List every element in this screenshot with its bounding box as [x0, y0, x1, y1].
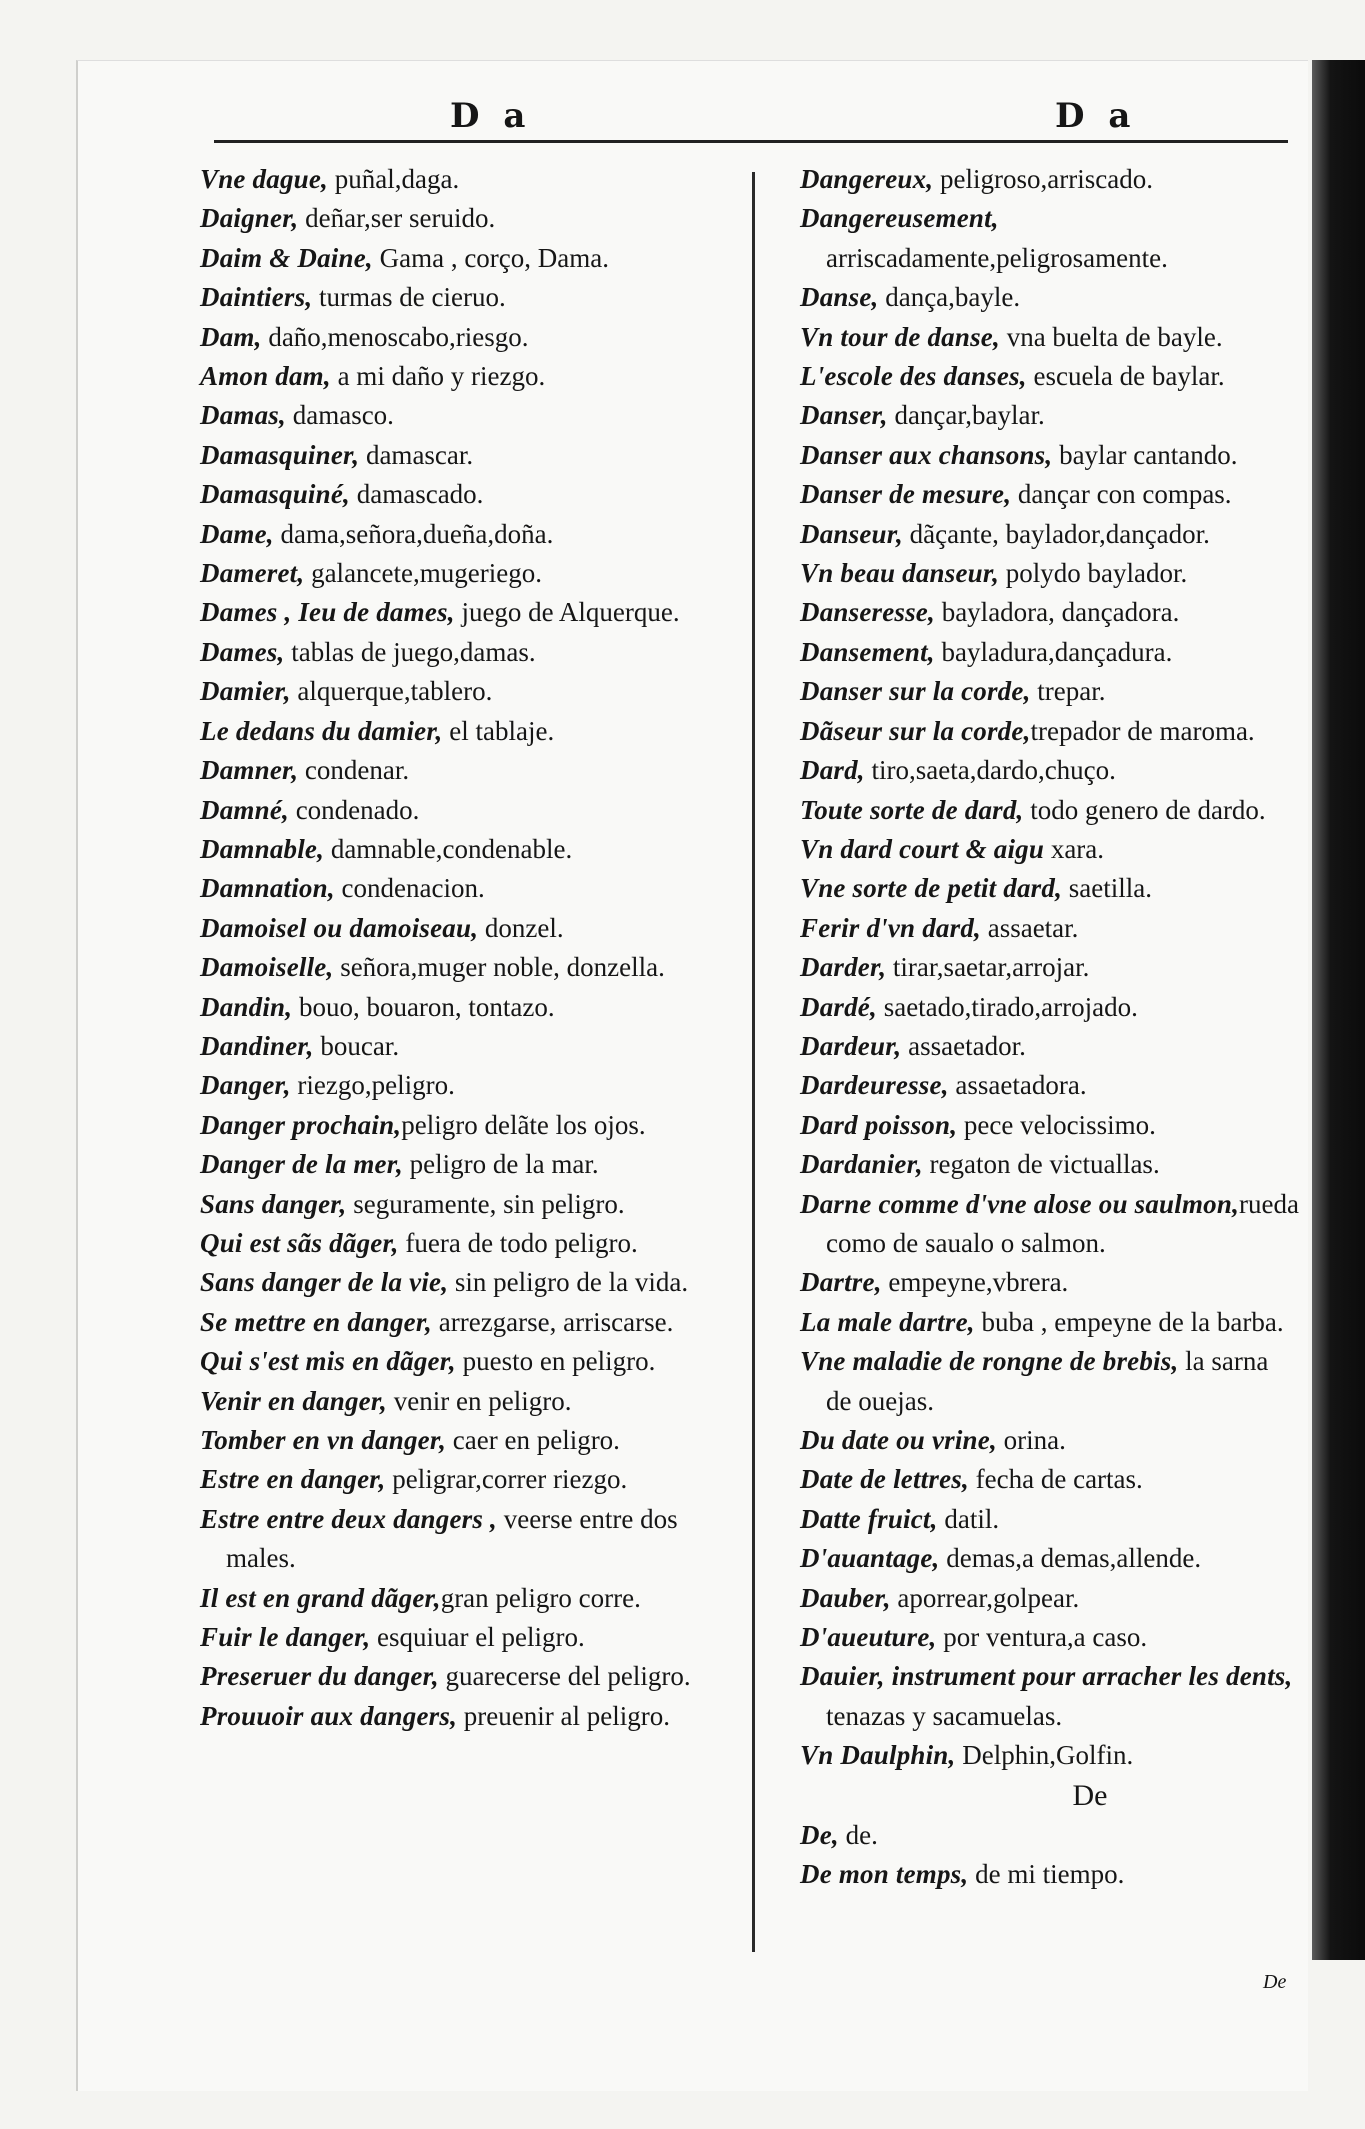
- dictionary-entry: [200, 515, 745, 554]
- dictionary-entry: [200, 357, 745, 396]
- dictionary-entry: [800, 751, 1300, 790]
- dictionary-entry: [200, 1145, 745, 1184]
- dictionary-entry: [200, 436, 745, 475]
- entry-headword: Sans danger,: [200, 1188, 347, 1219]
- entry-translation: riezgo,peligro.: [290, 1070, 455, 1101]
- entry-headword: Estre en danger,: [200, 1464, 386, 1495]
- entry-headword: Damasquiner,: [200, 439, 360, 470]
- dictionary-entry: [200, 160, 745, 199]
- dictionary-entry: [200, 1500, 745, 1579]
- entry-translation: señora,muger noble, donzella.: [333, 952, 665, 983]
- entry-headword: Daim & Daine,: [200, 242, 373, 273]
- dictionary-entry: [200, 712, 745, 751]
- entry-translation: condenado.: [288, 794, 420, 825]
- running-head-right: D a: [1055, 96, 1137, 136]
- dictionary-entry: [200, 1066, 745, 1105]
- entry-headword: Dame,: [200, 518, 274, 549]
- entry-headword: Dames,: [200, 636, 285, 667]
- entry-translation: bayladura,dançadura.: [934, 636, 1173, 667]
- entry-translation: assaetador.: [901, 1030, 1026, 1061]
- dictionary-entry: [200, 791, 745, 830]
- entry-headword: Danseresse,: [800, 597, 935, 628]
- entry-translation: deñar,ser seruido.: [298, 203, 496, 234]
- entry-translation: condenar.: [298, 755, 410, 786]
- dictionary-entry: [200, 199, 745, 238]
- dictionary-entry: [200, 475, 745, 514]
- entry-translation: polydo baylador.: [999, 558, 1188, 589]
- dictionary-entry: [800, 712, 1300, 751]
- entry-translation: el tablaje.: [442, 715, 555, 746]
- entry-headword: Damnable,: [200, 833, 325, 864]
- entry-translation: tenazas y sacamuelas.: [826, 1700, 1063, 1731]
- entry-translation: assaetadora.: [948, 1070, 1087, 1101]
- entry-headword: Darne comme d'vne alose ou saulmon,: [800, 1188, 1240, 1219]
- entry-translation: de.: [838, 1819, 878, 1850]
- dictionary-entry: [800, 357, 1300, 396]
- entry-headword: D'auantage,: [800, 1543, 940, 1574]
- dictionary-entry: [800, 830, 1300, 869]
- entry-translation: tablas de juego,damas.: [284, 636, 536, 667]
- entry-translation: de mi tiempo.: [968, 1859, 1125, 1890]
- entry-headword: Dãseur sur la corde,: [800, 715, 1031, 746]
- running-head-left: D a: [450, 96, 532, 136]
- entry-headword: Qui est sãs dãger,: [200, 1227, 399, 1258]
- entry-headword: Dauier, instrument pour arracher les dents,: [800, 1661, 1293, 1692]
- entry-translation: Delphin,Golfin.: [955, 1740, 1134, 1771]
- entry-translation: trepar.: [1030, 676, 1106, 707]
- entry-headword: Toute sorte de dard,: [800, 794, 1024, 825]
- entry-translation: puesto en peligro.: [455, 1346, 656, 1377]
- dictionary-entry: [800, 475, 1300, 514]
- entry-headword: Damoiselle,: [200, 952, 334, 983]
- entry-headword: La male dartre,: [800, 1306, 975, 1337]
- dictionary-entry: [800, 278, 1300, 317]
- entry-translation: assaetar.: [980, 912, 1079, 943]
- entry-headword: Danger prochain,: [200, 1109, 402, 1140]
- dictionary-entry: [200, 1263, 745, 1302]
- entry-headword: Danger,: [200, 1070, 291, 1101]
- dictionary-entry: [200, 1342, 745, 1381]
- header-rule: [214, 140, 1288, 143]
- dictionary-entry: [800, 1500, 1300, 1539]
- entry-translation: escuela de baylar.: [1026, 361, 1225, 392]
- entry-headword: Du date ou vrine,: [800, 1425, 997, 1455]
- entry-headword: Qui s'est mis en dãger,: [200, 1346, 456, 1377]
- entry-translation: boucar.: [313, 1030, 400, 1061]
- dictionary-entry: [200, 1224, 745, 1263]
- dictionary-entry: [800, 1106, 1300, 1145]
- entry-headword: Amon dam,: [200, 361, 331, 392]
- entry-translation: damascar.: [359, 439, 474, 470]
- entry-headword: Vne maladie de rongne de brebis,: [800, 1346, 1179, 1377]
- dictionary-entry: [800, 1736, 1300, 1775]
- entry-translation: damasco.: [285, 400, 394, 431]
- entry-headword: Venir en danger,: [200, 1385, 387, 1416]
- entry-translation: peligroso,arriscado.: [933, 164, 1153, 194]
- entry-headword: Estre entre deux dangers ,: [200, 1503, 497, 1534]
- dictionary-entry: [800, 988, 1300, 1027]
- entry-translation: venir en peligro.: [387, 1385, 572, 1416]
- entry-headword: L'escole des danses,: [800, 361, 1027, 392]
- dictionary-entry: [800, 1579, 1300, 1618]
- entry-translation: sin peligro de la vida.: [448, 1267, 689, 1298]
- entry-translation: saetilla.: [1062, 873, 1153, 904]
- dictionary-entry: [800, 1618, 1300, 1657]
- entry-headword: Dames , Ieu de dames,: [200, 597, 455, 628]
- dictionary-entry: [200, 1106, 745, 1145]
- dictionary-entry: [200, 1697, 745, 1736]
- entry-headword: Dardeur,: [800, 1030, 902, 1061]
- entry-translation: buba , empeyne de la barba.: [974, 1306, 1284, 1337]
- entry-headword: Damas,: [200, 400, 286, 431]
- entry-headword: Damné,: [200, 794, 289, 825]
- entry-translation: orina.: [996, 1425, 1066, 1455]
- entry-headword: Danser aux chansons,: [800, 439, 1053, 470]
- dictionary-entry: [800, 869, 1300, 908]
- dictionary-entry: [200, 1185, 745, 1224]
- entry-translation: juego de Alquerque.: [454, 597, 680, 628]
- dictionary-entry: [200, 830, 745, 869]
- dictionary-entry: [800, 1342, 1300, 1421]
- dictionary-entry: [800, 1185, 1300, 1264]
- entry-translation: peligro de la mar.: [402, 1149, 599, 1180]
- entry-headword: Dardeuresse,: [800, 1070, 949, 1101]
- entry-translation: tirar,saetar,arrojar.: [886, 952, 1090, 983]
- dictionary-entry: [800, 909, 1300, 948]
- entry-headword: Danser,: [800, 400, 888, 431]
- entry-headword: Dardé,: [800, 991, 877, 1022]
- dictionary-entry: [200, 672, 745, 711]
- entry-headword: Tomber en vn danger,: [200, 1425, 447, 1455]
- entry-translation: regaton de victuallas.: [922, 1149, 1160, 1180]
- entry-translation: dançar con compas.: [1011, 479, 1232, 510]
- entry-headword: Dangereux,: [800, 164, 934, 194]
- dictionary-entry: [200, 1460, 745, 1499]
- dictionary-entry: [200, 1657, 745, 1696]
- dictionary-entry: [200, 948, 745, 987]
- entry-headword: Vne dague,: [200, 164, 329, 194]
- dictionary-entry: [800, 672, 1300, 711]
- entry-translation: peligrar,correr riezgo.: [385, 1464, 628, 1495]
- entry-translation: seguramente, sin peligro.: [346, 1188, 625, 1219]
- entry-headword: Dauber,: [800, 1582, 891, 1613]
- dictionary-entry: [200, 869, 745, 908]
- entry-headword: Daintiers,: [200, 282, 313, 313]
- entry-headword: Vn beau danseur,: [800, 558, 1000, 589]
- entry-translation: dançar,baylar.: [887, 400, 1045, 431]
- dictionary-entry: [200, 988, 745, 1027]
- entry-translation: damascado.: [349, 479, 484, 510]
- entry-translation: galancete,mugeriego.: [304, 558, 542, 589]
- catchword: De: [1263, 1971, 1287, 1993]
- entry-headword: Danseur,: [800, 518, 903, 549]
- dictionary-entry: [800, 1421, 1300, 1460]
- entry-headword: Damasquiné,: [200, 479, 350, 510]
- entry-translation: guarecerse del peligro.: [438, 1661, 691, 1692]
- entry-headword: Dandiner,: [200, 1030, 314, 1061]
- column-divider: [752, 172, 755, 1952]
- entry-translation: peligro delãte los ojos.: [401, 1109, 646, 1140]
- entry-translation: veerse entre dos males.: [226, 1503, 678, 1574]
- entry-translation: donzel.: [478, 912, 564, 943]
- entry-translation: la sarna de ouejas.: [826, 1346, 1269, 1416]
- dictionary-entry: [800, 1855, 1300, 1894]
- dictionary-entry: [800, 1303, 1300, 1342]
- entry-headword: Ferir d'vn dard,: [800, 912, 981, 943]
- entry-headword: Vn tour de danse,: [800, 321, 1000, 352]
- entry-translation: empeyne,vbrera.: [881, 1267, 1069, 1298]
- dictionary-entry: [800, 436, 1300, 475]
- dictionary-entry: [200, 1303, 745, 1342]
- dictionary-entry: [200, 1027, 745, 1066]
- entry-translation: bayladora, dançadora.: [934, 597, 1180, 628]
- entry-translation: dãçante, baylador,dançador.: [902, 518, 1210, 549]
- entry-headword: Datte fruict,: [800, 1503, 938, 1534]
- dictionary-entry: [800, 160, 1300, 199]
- entry-headword: Damner,: [200, 755, 299, 786]
- entry-translation: todo genero de dardo.: [1023, 794, 1266, 825]
- entry-translation: datil.: [937, 1503, 1000, 1534]
- dictionary-entry: [800, 1657, 1300, 1736]
- entry-translation: alquerque,tablero.: [290, 676, 493, 707]
- entry-headword: Danse,: [800, 282, 879, 313]
- entry-headword: Darder,: [800, 952, 887, 983]
- entry-headword: Danser sur la corde,: [800, 676, 1031, 707]
- entry-translation: arriscadamente,peligrosamente.: [826, 242, 1168, 273]
- entry-headword: Dard,: [800, 755, 865, 786]
- entry-headword: Vne sorte de petit dard,: [800, 873, 1063, 904]
- entry-translation: fuera de todo peligro.: [398, 1227, 638, 1258]
- entry-headword: Dard poisson,: [800, 1109, 958, 1140]
- entry-translation: bouo, bouaron, tontazo.: [292, 991, 555, 1022]
- entry-headword: Se mettre en danger,: [200, 1306, 432, 1337]
- dictionary-entry: [800, 1539, 1300, 1578]
- dictionary-entry: [800, 948, 1300, 987]
- dictionary-entry: [200, 1618, 745, 1657]
- entry-translation: puñal,daga.: [328, 164, 460, 194]
- dictionary-entry: [800, 1816, 1300, 1855]
- dictionary-entry: [800, 515, 1300, 554]
- entry-translation: xara.: [1044, 833, 1105, 864]
- left-column: [200, 160, 745, 1736]
- entry-headword: Sans danger de la vie,: [200, 1267, 449, 1298]
- entry-translation: daño,menoscabo,riesgo.: [261, 321, 529, 352]
- entry-translation: trepador de maroma.: [1030, 715, 1255, 746]
- dictionary-entry: [200, 909, 745, 948]
- entry-translation: pece velocissimo.: [957, 1109, 1156, 1140]
- entry-headword: D'aueuture,: [800, 1622, 937, 1653]
- dictionary-entry: [800, 318, 1300, 357]
- entry-headword: Damier,: [200, 676, 291, 707]
- dictionary-entry: [200, 1421, 745, 1460]
- entry-headword: Dardanier,: [800, 1149, 923, 1180]
- dictionary-entry: [800, 554, 1300, 593]
- entry-headword: Danser de mesure,: [800, 479, 1012, 510]
- entry-headword: Prouuoir aux dangers,: [200, 1700, 458, 1731]
- dictionary-entry: [800, 1066, 1300, 1105]
- entry-translation: tiro,saeta,dardo,chuço.: [864, 755, 1116, 786]
- dictionary-entry: [800, 633, 1300, 672]
- entry-headword: Dandin,: [200, 991, 293, 1022]
- dictionary-entry: [200, 239, 745, 278]
- section-subheading: De: [1072, 1778, 1108, 1812]
- entry-headword: Dartre,: [800, 1267, 882, 1298]
- entry-translation: preuenir al peligro.: [457, 1700, 670, 1731]
- dictionary-entry: [800, 593, 1300, 632]
- dictionary-entry: [200, 751, 745, 790]
- entry-headword: Preseruer du danger,: [200, 1661, 439, 1692]
- entry-translation: condenacion.: [334, 873, 485, 904]
- dictionary-entry: [200, 593, 745, 632]
- entry-headword: Fuir le danger,: [200, 1622, 371, 1653]
- entry-headword: Vn Daulphin,: [800, 1740, 956, 1771]
- entry-translation: damnable,condenable.: [324, 833, 573, 864]
- entry-translation: a mi daño y riezgo.: [330, 361, 546, 392]
- entry-translation: arrezgarse, arriscarse.: [432, 1306, 674, 1337]
- entry-translation: caer en peligro.: [446, 1425, 620, 1455]
- dictionary-entry: [200, 278, 745, 317]
- entry-headword: Damoisel ou damoiseau,: [200, 912, 479, 943]
- entry-headword: Le dedans du damier,: [200, 715, 443, 746]
- entry-translation: vna buelta de bayle.: [999, 321, 1223, 352]
- entry-headword: Dam,: [200, 321, 262, 352]
- entry-translation: fecha de cartas.: [968, 1464, 1143, 1495]
- entry-translation: Gama , corço, Dama.: [372, 242, 610, 273]
- dictionary-entry: [800, 199, 1300, 278]
- dictionary-entry: [800, 791, 1300, 830]
- dictionary-entry: [800, 396, 1300, 435]
- entry-translation: turmas de cieruo.: [312, 282, 506, 313]
- entry-headword: Date de lettres,: [800, 1464, 969, 1495]
- entry-headword: Il est en grand dãger,: [200, 1582, 441, 1613]
- dictionary-entry: [200, 1382, 745, 1421]
- entry-translation: dança,bayle.: [878, 282, 1021, 313]
- entry-headword: De mon temps,: [800, 1859, 969, 1890]
- entry-headword: Daigner,: [200, 203, 299, 234]
- dictionary-entry: [200, 554, 745, 593]
- entry-translation: gran peligro corre.: [440, 1582, 641, 1613]
- entry-translation: demas,a demas,allende.: [939, 1543, 1202, 1574]
- right-column: [800, 160, 1300, 1894]
- entry-translation: saetado,tirado,arrojado.: [876, 991, 1138, 1022]
- entry-headword: Danger de la mer,: [200, 1149, 403, 1180]
- dictionary-entry: [800, 1027, 1300, 1066]
- entry-translation: aporrear,golpear.: [890, 1582, 1080, 1613]
- page-edge-shadow: [1312, 60, 1365, 1960]
- entry-translation: esquiuar el peligro.: [370, 1622, 585, 1653]
- entry-translation: baylar cantando.: [1052, 439, 1238, 470]
- dictionary-entry: [200, 396, 745, 435]
- dictionary-entry: [800, 1145, 1300, 1184]
- entry-headword: Vn dard court & aigu: [800, 833, 1045, 864]
- dictionary-entry: [200, 1579, 745, 1618]
- entry-headword: De,: [800, 1819, 839, 1850]
- entry-translation: dama,señora,dueña,doña.: [273, 518, 554, 549]
- entry-headword: Dansement,: [800, 636, 935, 667]
- dictionary-entry: [800, 1460, 1300, 1499]
- dictionary-entry: [200, 633, 745, 672]
- entry-headword: Dameret,: [200, 558, 305, 589]
- dictionary-entry: [200, 318, 745, 357]
- entry-headword: Damnation,: [200, 873, 335, 904]
- entry-translation: rueda como de saualo o salmon.: [826, 1188, 1299, 1258]
- entry-translation: por ventura,a caso.: [936, 1622, 1148, 1653]
- dictionary-entry: [800, 1263, 1300, 1302]
- entry-headword: Dangereusement,: [800, 203, 999, 234]
